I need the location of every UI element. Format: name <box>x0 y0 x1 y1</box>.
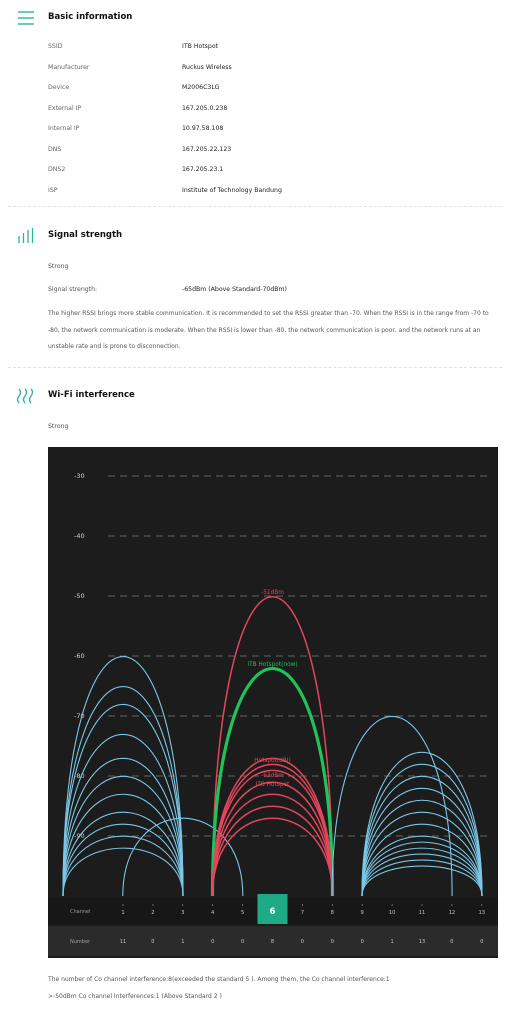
y-tick-label: -30 <box>74 472 85 480</box>
interference-count: 0 <box>241 939 245 945</box>
info-row-value: 167.205.0.238 <box>182 104 228 112</box>
signal-strength-header <box>0 226 510 246</box>
interference-count: 0 <box>450 939 454 945</box>
signal-strength-value: -65dBm (Above Standard-70dBm) <box>182 286 287 293</box>
signal-strength-title: Signal strength <box>48 230 123 240</box>
info-row <box>0 164 510 178</box>
info-row-value: 167.205.22.123 <box>182 145 232 153</box>
interference-count: 11 <box>119 939 127 945</box>
channel-label: 4 <box>211 910 215 916</box>
y-tick-label: -40 <box>74 532 85 540</box>
info-row-value: 10.97.58.108 <box>182 125 224 132</box>
interference-count: 0 <box>330 939 334 945</box>
interference-note-line1: The number of Co channel interference:8(exceeded the standard 5 ). Among them, the Co channel interference:1 <box>48 976 390 983</box>
info-row <box>0 123 510 137</box>
info-row-value: 167.205.23.1 <box>182 166 224 173</box>
channel-interference-chart <box>48 447 498 958</box>
interference-level: Strong <box>48 423 69 430</box>
info-row <box>0 41 510 55</box>
channel-label: 1 <box>121 910 125 916</box>
info-row-value: M2006C3LG <box>182 84 220 91</box>
channel-label: 7 <box>300 910 305 916</box>
info-row <box>0 103 510 117</box>
interference-count: 8 <box>270 939 275 945</box>
info-row-value: ITB Hotspot <box>182 43 219 50</box>
basic-info-header <box>0 8 510 28</box>
network-curve <box>63 794 183 896</box>
info-row <box>0 82 510 96</box>
channel-label: 8 <box>330 910 334 916</box>
channel-label: 5 <box>240 910 245 916</box>
basic-info-title: Basic information <box>48 12 133 22</box>
y-tick-label: -80 <box>74 772 85 780</box>
network-curve <box>362 764 482 896</box>
info-row-label: ISP <box>48 186 58 194</box>
info-row-label: External IP <box>48 104 82 112</box>
channel-label: 12 <box>448 910 456 916</box>
number-row-label: Number <box>70 939 91 945</box>
divider <box>8 206 502 207</box>
signal-level: Strong <box>48 263 69 270</box>
info-row-label: Device <box>48 84 70 91</box>
network-curve <box>213 794 333 896</box>
wifi-interference-title: Wi-Fi interference <box>48 390 135 400</box>
curve-label: -51dBm <box>261 590 284 596</box>
channel-label: 6 <box>269 907 276 917</box>
channel-label: 13 <box>478 910 486 916</box>
wave-icon <box>16 386 36 406</box>
info-row-label: DNS2 <box>48 166 66 173</box>
interference-count: 0 <box>211 939 215 945</box>
signal-strength-label: Signal strength: <box>48 286 98 293</box>
interference-count: 0 <box>480 939 484 945</box>
interference-count: 1 <box>181 939 185 945</box>
network-curve <box>213 770 333 896</box>
y-tick-label: -60 <box>74 652 85 660</box>
divider <box>8 367 502 368</box>
info-row-label: DNS <box>48 145 62 153</box>
channel-row-label: Channel <box>70 909 91 915</box>
signal-bars-icon <box>16 226 36 246</box>
y-tick-label: -70 <box>74 712 85 720</box>
network-curve <box>362 866 482 896</box>
info-row-label: Internal IP <box>48 125 80 132</box>
signal-description: The higher RSSI brings more stable communication. It is recommended to set the RSSI greater than -70. When the RSSI is in the range from -70 to -80, the network communication is moderate. When the RSSI is lower than -80, the network communication is poor, and the network runs at an unstable rate and is prone to disconnection. <box>48 310 489 350</box>
interference-count: 1 <box>390 939 394 945</box>
info-row-label: SSID <box>48 43 63 50</box>
interference-count: 13 <box>418 939 426 945</box>
interference-count: 0 <box>151 939 155 945</box>
network-curve <box>63 704 183 896</box>
network-curve <box>362 848 482 896</box>
info-row <box>0 62 510 76</box>
info-row-label: Manufacturer <box>48 63 90 71</box>
network-curve <box>213 597 333 896</box>
interference-note-line2: >-50dBm Co channel Interferences:1 (Above Standard 2 ) <box>48 993 222 1000</box>
channel-label: 11 <box>418 910 426 916</box>
curve-label: Hotspot(dBI) <box>254 758 291 764</box>
interference-count: 0 <box>300 939 304 945</box>
menu-icon[interactable] <box>16 8 36 28</box>
info-row-value: Ruckus Wireless <box>182 63 232 71</box>
info-row-value: Institute of Technology Bandung <box>182 186 282 194</box>
y-tick-label: -50 <box>74 592 85 600</box>
chart-canvas <box>48 447 498 958</box>
wifi-interference-header <box>0 386 510 406</box>
curve-label: ITB Hotspot <box>255 782 290 788</box>
curve-label: ITB Hotspot(now) <box>247 662 298 668</box>
interference-count: 0 <box>360 939 364 945</box>
channel-label: 10 <box>388 910 396 916</box>
curve-label: -63dBm <box>261 773 284 779</box>
info-row <box>0 185 510 199</box>
channel-label: 3 <box>181 910 185 916</box>
y-tick-label: -90 <box>74 832 85 840</box>
info-row <box>0 144 510 158</box>
channel-label: 9 <box>360 910 364 916</box>
channel-label: 2 <box>151 910 155 916</box>
